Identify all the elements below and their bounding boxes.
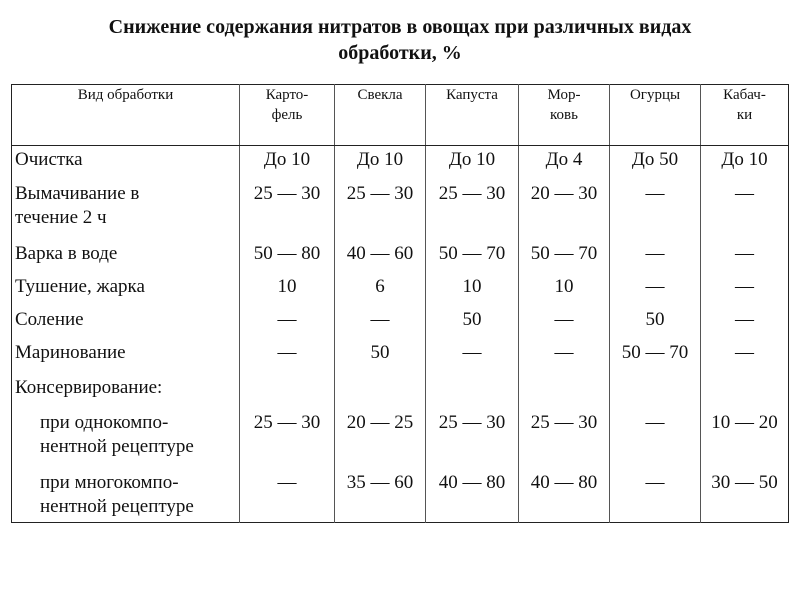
table-cell — [426, 180, 519, 237]
cell-value: 35 — 60 — [346, 471, 414, 493]
cell-value: До 10 — [263, 149, 311, 170]
table-cell — [335, 406, 426, 466]
header-zucchini: Кабач- ки — [701, 85, 789, 146]
row-label — [12, 406, 240, 466]
header-potato: Карто- фель — [240, 85, 335, 146]
cell-value: 10 — [554, 275, 574, 297]
table-cell — [240, 180, 335, 237]
cell-value: — — [645, 411, 665, 433]
table-cell — [519, 180, 610, 237]
cell-value: 50 — 80 — [253, 242, 321, 264]
cell-value: 50 — 70 — [438, 242, 506, 264]
row-label-line-1: при однокомпо- — [40, 411, 169, 433]
cell-value: До 10 — [356, 149, 404, 170]
header-beet: Свекла — [335, 85, 426, 146]
cell-value: — — [554, 341, 574, 363]
table-cell — [335, 466, 426, 523]
row-label — [12, 180, 240, 237]
table-cell — [610, 180, 701, 237]
row-salting — [12, 305, 789, 338]
table-cell — [240, 305, 335, 338]
row-marinating — [12, 338, 789, 371]
cell-value: 25 — 30 — [346, 182, 414, 204]
row-label-line-1: Вымачивание в — [15, 182, 140, 204]
cell-value: — — [554, 308, 574, 330]
cell-value: — — [277, 308, 297, 330]
table-cell — [335, 272, 426, 305]
table-cell — [701, 237, 789, 272]
header-carrot: Мор- ковь — [519, 85, 610, 146]
table-body — [12, 146, 789, 523]
cell-value: 40 — 80 — [530, 471, 598, 493]
row-label-line-2: нентной рецептуре — [40, 495, 194, 517]
cell-value: 10 — [462, 275, 482, 297]
table-cell — [519, 237, 610, 272]
cell-value: 50 — [462, 308, 482, 330]
cell-value: — — [645, 242, 665, 264]
table-cell — [426, 338, 519, 371]
table-cell — [240, 237, 335, 272]
table-cell — [335, 180, 426, 237]
header-cabbage: Капуста — [426, 85, 519, 146]
row-label-line-1: Маринование — [15, 341, 126, 363]
header-row — [12, 85, 789, 146]
cell-value: — — [277, 341, 297, 363]
header-cucumbers: Огурцы — [610, 85, 701, 146]
table-cell — [519, 305, 610, 338]
cell-value: — — [645, 182, 665, 204]
title-line-1: Снижение содержания нитратов в овощах при различных видах — [108, 16, 692, 38]
table-cell — [426, 146, 519, 180]
cell-value: 20 — 30 — [530, 182, 598, 204]
table-cell — [610, 338, 701, 371]
row-soaking — [12, 180, 789, 237]
cell-value: 50 — [645, 308, 665, 330]
row-label-line-1: Консервирование: — [15, 376, 163, 398]
table-cell — [519, 146, 610, 180]
row-canning — [12, 371, 789, 406]
table-cell — [701, 180, 789, 237]
row-cleaning — [12, 146, 789, 180]
table-cell — [519, 272, 610, 305]
table-cell — [519, 466, 610, 523]
table-cell — [240, 338, 335, 371]
cell-value: — — [462, 341, 482, 363]
table-cell — [701, 146, 789, 180]
cell-value: До 50 — [631, 149, 679, 170]
table-cell — [701, 272, 789, 305]
cell-value: — — [277, 471, 297, 493]
table-cell — [610, 466, 701, 523]
row-label-line-2: течение 2 ч — [15, 206, 107, 228]
title-line-2: обработки, % — [338, 42, 462, 64]
row-canning-single — [12, 406, 789, 466]
table-title — [0, 14, 800, 66]
cell-value: 10 — 20 — [711, 411, 778, 433]
table-cell — [335, 305, 426, 338]
cell-value: — — [645, 275, 665, 297]
table-cell — [701, 338, 789, 371]
row-label — [12, 146, 240, 180]
cell-value: 50 — [370, 341, 390, 363]
table-cell — [610, 146, 701, 180]
table-cell — [426, 237, 519, 272]
cell-value: 25 — 30 — [530, 411, 598, 433]
row-stewing-frying — [12, 272, 789, 305]
cell-value: 40 — 60 — [346, 242, 414, 264]
cell-value: 25 — 30 — [253, 411, 321, 433]
table-cell — [240, 272, 335, 305]
table-cell — [610, 406, 701, 466]
row-label-line-1: Варка в воде — [15, 242, 118, 264]
cell-value: 50 — 70 — [621, 341, 689, 363]
cell-value: 10 — [277, 275, 297, 297]
row-canning-multi — [12, 466, 789, 523]
row-label-line-1: Очистка — [15, 149, 83, 170]
table-cell — [519, 371, 610, 406]
cell-value: — — [735, 308, 754, 330]
row-label — [12, 338, 240, 371]
cell-value: До 10 — [721, 149, 768, 170]
row-label — [12, 305, 240, 338]
table-cell — [335, 237, 426, 272]
cell-value: До 10 — [448, 149, 496, 170]
table-cell — [335, 338, 426, 371]
row-label-line-1: при многокомпо- — [40, 471, 179, 493]
row-label — [12, 371, 240, 406]
row-label — [12, 466, 240, 523]
table-cell — [240, 371, 335, 406]
table-cell — [426, 305, 519, 338]
cell-value: 20 — 25 — [346, 411, 414, 433]
table-cell — [240, 146, 335, 180]
table-cell — [426, 272, 519, 305]
table-cell — [701, 371, 789, 406]
table-cell — [426, 406, 519, 466]
row-label — [12, 237, 240, 272]
header-treatment-type: Вид обработки — [12, 85, 240, 146]
row-label — [12, 272, 240, 305]
table-cell — [426, 466, 519, 523]
cell-value: — — [370, 308, 390, 330]
table-cell — [240, 406, 335, 466]
cell-value: — — [645, 471, 665, 493]
cell-value: 40 — 80 — [438, 471, 506, 493]
cell-value: 30 — 50 — [711, 471, 778, 493]
cell-value: 50 — 70 — [530, 242, 598, 264]
cell-value: 25 — 30 — [253, 182, 321, 204]
table-cell — [240, 466, 335, 523]
table-cell — [701, 406, 789, 466]
table-cell — [701, 305, 789, 338]
row-label-line-1: Тушение, жарка — [15, 275, 145, 297]
table-cell — [610, 371, 701, 406]
row-boiling — [12, 237, 789, 272]
cell-value: 25 — 30 — [438, 411, 506, 433]
nitrate-table — [11, 84, 789, 523]
cell-value: — — [735, 341, 754, 363]
cell-value: 25 — 30 — [438, 182, 506, 204]
cell-value: — — [735, 275, 754, 297]
table-cell — [610, 237, 701, 272]
cell-value: — — [735, 242, 754, 264]
cell-value: 6 — [375, 275, 385, 297]
table-cell — [519, 406, 610, 466]
row-label-line-2: нентной рецептуре — [40, 435, 194, 457]
table-cell — [610, 305, 701, 338]
row-label-line-1: Соление — [15, 308, 84, 330]
table-cell — [426, 371, 519, 406]
table-cell — [335, 371, 426, 406]
cell-value: — — [735, 182, 754, 204]
table-cell — [519, 338, 610, 371]
table-cell — [610, 272, 701, 305]
cell-value: До 4 — [545, 149, 583, 170]
table-cell — [335, 146, 426, 180]
table-cell — [701, 466, 789, 523]
